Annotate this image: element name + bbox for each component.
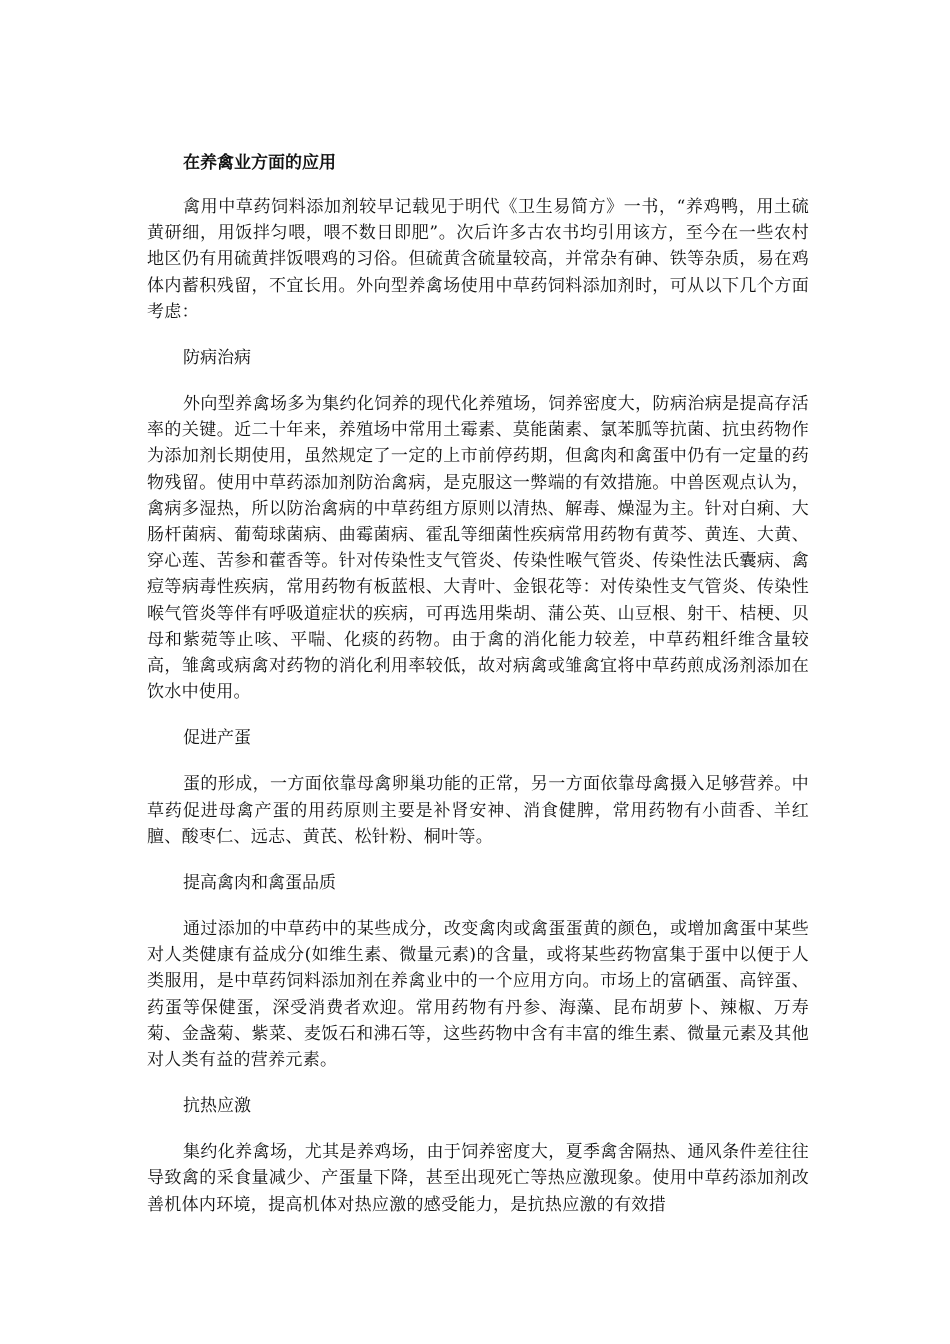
- subheading-egg-production: 促进产蛋: [183, 728, 251, 749]
- subheading-disease-prevention: 防病治病: [183, 348, 251, 369]
- paragraph-egg-production: 蛋的形成，一方面依靠母禽卵巢功能的正常，另一方面依靠母禽摄入足够营养。中草药促进母禽产蛋的用药原则主要是补肾安神、消食健脾，常用药物有小茴香、羊红膻、酸枣仁、远志、黄芪、松针粉、桐叶等。: [147, 774, 809, 847]
- document-body: [147, 150, 809, 1238]
- paragraph-heat-stress: 集约化养禽场，尤其是养鸡场，由于饲养密度大，夏季禽舍隔热、通风条件差往往导致禽的采食量减少、产蛋量下降，甚至出现死亡等热应激现象。使用中草药添加剂改善机体内环境，提高机体对热应激的感受能力，是抗热应激的有效措: [147, 1142, 809, 1215]
- paragraph-disease-prevention: 外向型养禽场多为集约化饲养的现代化养殖场，饲养密度大，防病治病是提高存活率的关键。近二十年来，养殖场中常用土霉素、莫能菌素、氯苯胍等抗菌、抗虫药物作为添加剂长期使用，虽然规定了一定的上市前停药期，但禽肉和禽蛋中仍有一定量的药物残留。使用中草药添加剂防治禽病，是克服这一弊端的有效措施。中兽医观点认为，禽病多湿热，所以防治禽病的中草药组方原则以清热、解毒、燥湿为主。针对白痢、大肠杆菌病、葡萄球菌病、曲霉菌病、霍乱等细菌性疾病常用药物有黄芩、黄连、大黄、穿心莲、苦参和藿香等。针对传染性支气管炎、传染性喉气管炎、传染性法氏囊病、禽痘等病毒性疾病，常用药物有板蓝根、大青叶、金银花等：对传染性支气管炎、传染性喉气管炎等伴有呼吸道症状的疾病，可再选用柴胡、蒲公英、山豆根、射干、桔梗、贝母和紫菀等止咳、平喘、化痰的药物。由于禽的消化能力较差，中草药粗纤维含量较高，雏禽或病禽对药物的消化利用率较低，故对病禽或雏禽宜将中草药煎成汤剂添加在饮水中使用。: [147, 394, 809, 703]
- paragraph-quality: 通过添加的中草药中的某些成分，改变禽肉或禽蛋蛋黄的颜色，或增加禽蛋中某些对人类健康有益成分(如维生素、微量元素)的含量，或将某些药物富集于蛋中以便于人类服用，是中草药饲料添加剂在养禽业中的一个应用方向。市场上的富硒蛋、高锌蛋、药蛋等保健蛋，深受消费者欢迎。常用药物有丹参、海藻、昆布胡萝卜、辣椒、万寿菊、金盏菊、紫菜、麦饭石和沸石等，这些药物中含有丰富的维生素、微量元素及其他对人类有益的营养元素。: [147, 919, 809, 1071]
- subheading-quality: 提高禽肉和禽蛋品质: [183, 873, 336, 894]
- intro-paragraph: 禽用中草药饲料添加剂较早记载见于明代《卫生易简方》一书，“养鸡鸭，用土硫黄研细，用饭拌匀喂，喂不数日即肥”。次后许多古农书均引用该方，至今在一些农村地区仍有用硫黄拌饭喂鸡的习俗。但硫黄含硫量较高，并常杂有砷、铁等杂质，易在鸡体内蓄积残留，不宜长用。外向型养禽场使用中草药饲料添加剂时，可从以下几个方面考虑：: [147, 197, 809, 322]
- section-title: 在养禽业方面的应用: [183, 153, 336, 173]
- subheading-heat-stress: 抗热应激: [183, 1096, 251, 1117]
